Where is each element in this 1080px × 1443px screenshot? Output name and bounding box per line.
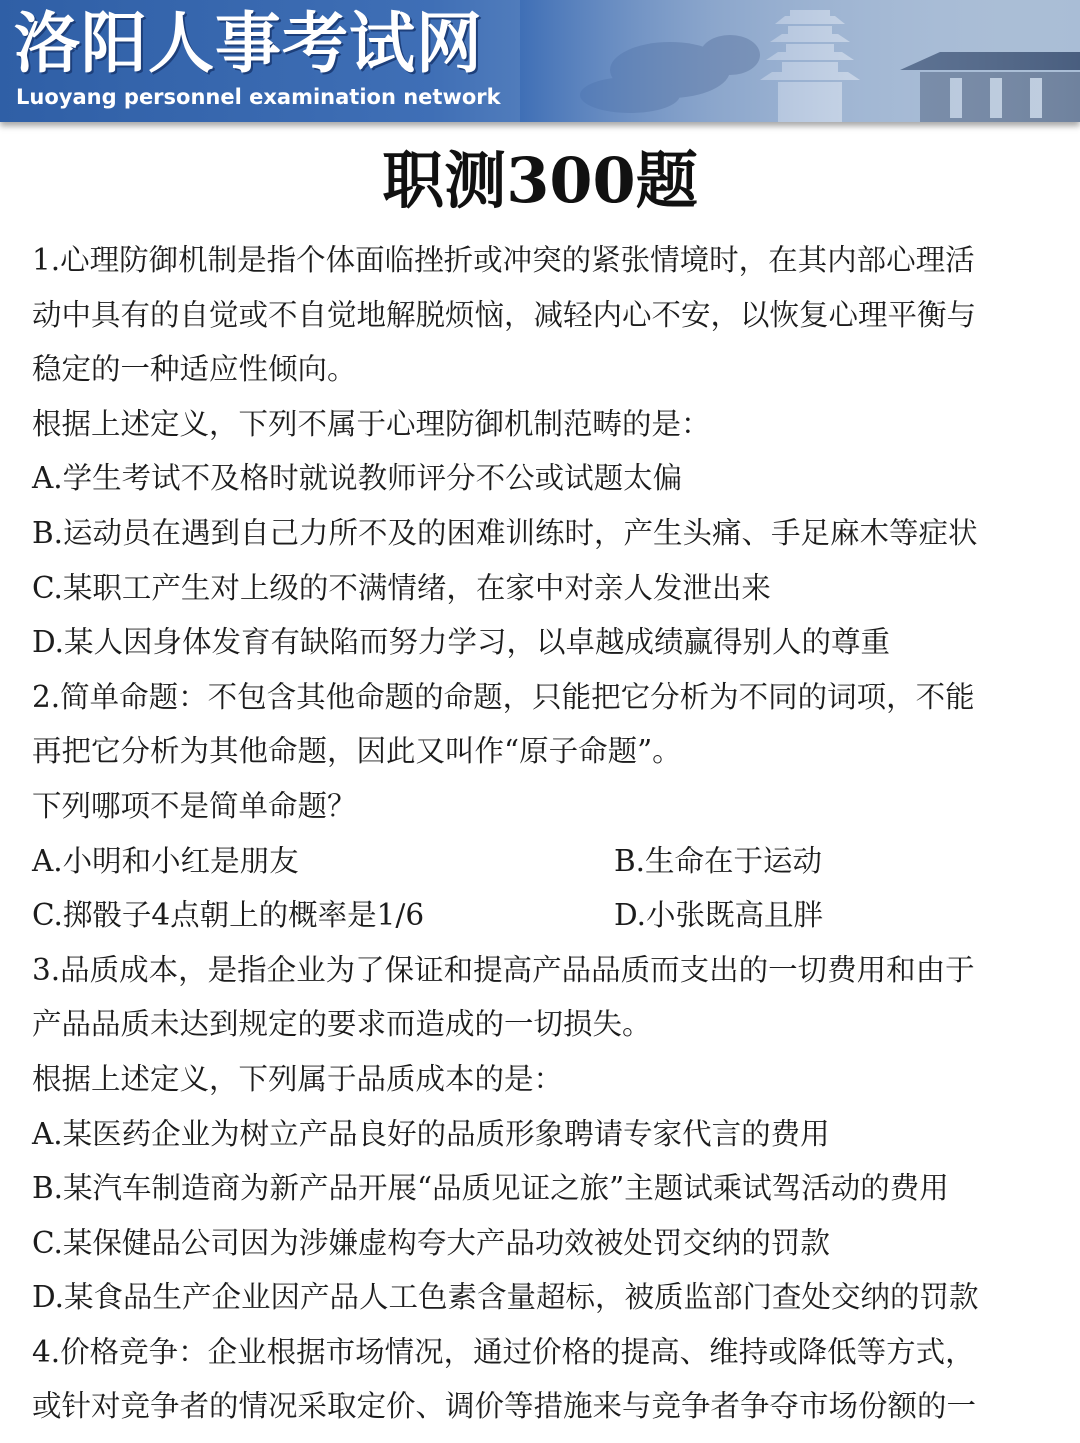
question-3-prompt: 根据上述定义，下列属于品质成本的是： [32, 1061, 564, 1096]
question-3-stem-line: 3.品质成本，是指企业为了保证和提高产品品质而支出的一切费用和由于 [32, 952, 975, 987]
question-2-prompt: 下列哪项不是简单命题？ [32, 788, 357, 823]
question-3-option-c: C.某保健品公司因为涉嫌虚构夸大产品功效被处罚交纳的罚款 [32, 1225, 830, 1260]
question-3-option-b: B.某汽车制造商为新产品开展“品质见证之旅”主题试乘试驾活动的费用 [32, 1171, 949, 1206]
question-2-option-b: B.生命在于运动 [614, 843, 823, 878]
question-4-stem-line: 或针对竞争者的情况采取定价、调价等措施来与竞争者争夺市场份额的一 [32, 1389, 977, 1424]
site-logo-title: 洛阳人事考试网 [14, 5, 483, 82]
question-2-option-d: D.小张既高且胖 [614, 898, 823, 933]
question-1-option-b: B.运动员在遇到自己力所不及的困难训练时，产生头痛、手足麻木等症状 [32, 515, 978, 550]
question-2-stem-line: 再把它分析为其他命题，因此又叫作“原子命题”。 [32, 734, 682, 769]
site-banner [0, 0, 1080, 122]
question-3-stem-line: 产品品质未达到规定的要求而造成的一切损失。 [32, 1007, 652, 1042]
question-2-option-a: A.小明和小红是朋友 [32, 843, 299, 878]
question-list [32, 233, 1042, 1434]
question-3-option-a: A.某医药企业为树立产品良好的品质形象聘请专家代言的费用 [32, 1116, 830, 1151]
question-2-option-c: C.掷骰子4点朝上的概率是1/6 [32, 898, 425, 933]
question-1-stem-line: 1.心理防御机制是指个体面临挫折或冲突的紧张情境时，在其内部心理活 [32, 243, 975, 277]
question-2-option-row [32, 888, 1042, 943]
site-logo-subtitle: Luoyang personnel examination network [16, 85, 501, 109]
question-1-option-c: C.某职工产生对上级的不满情绪，在家中对亲人发泄出来 [32, 570, 771, 605]
question-1-option-d: D.某人因身体发育有缺陷而努力学习，以卓越成绩赢得别人的尊重 [32, 625, 890, 660]
question-1-stem-line: 稳定的一种适应性倾向。 [32, 352, 357, 387]
question-3-option-d: D.某食品生产企业因产品人工色素含量超标，被质监部门查处交纳的罚款 [32, 1280, 979, 1315]
question-1-stem-line: 动中具有的自觉或不自觉地解脱烦恼，减轻内心不安，以恢复心理平衡与 [32, 297, 977, 332]
question-1-option-a: A.学生考试不及格时就说教师评分不公或试题太偏 [32, 461, 683, 496]
page-title: 职测300题 [382, 144, 698, 217]
question-1-prompt: 根据上述定义，下列不属于心理防御机制范畴的是： [32, 406, 711, 441]
question-2-stem-line: 2.简单命题：不包含其他命题的命题，只能把它分析为不同的词项，不能 [32, 679, 975, 714]
question-2-option-row [32, 834, 1042, 889]
temple-pagoda-illustration [520, 0, 1080, 122]
question-4-stem-line: 4.价格竞争：企业根据市场情况，通过价格的提高、维持或降低等方式， [32, 1334, 975, 1369]
